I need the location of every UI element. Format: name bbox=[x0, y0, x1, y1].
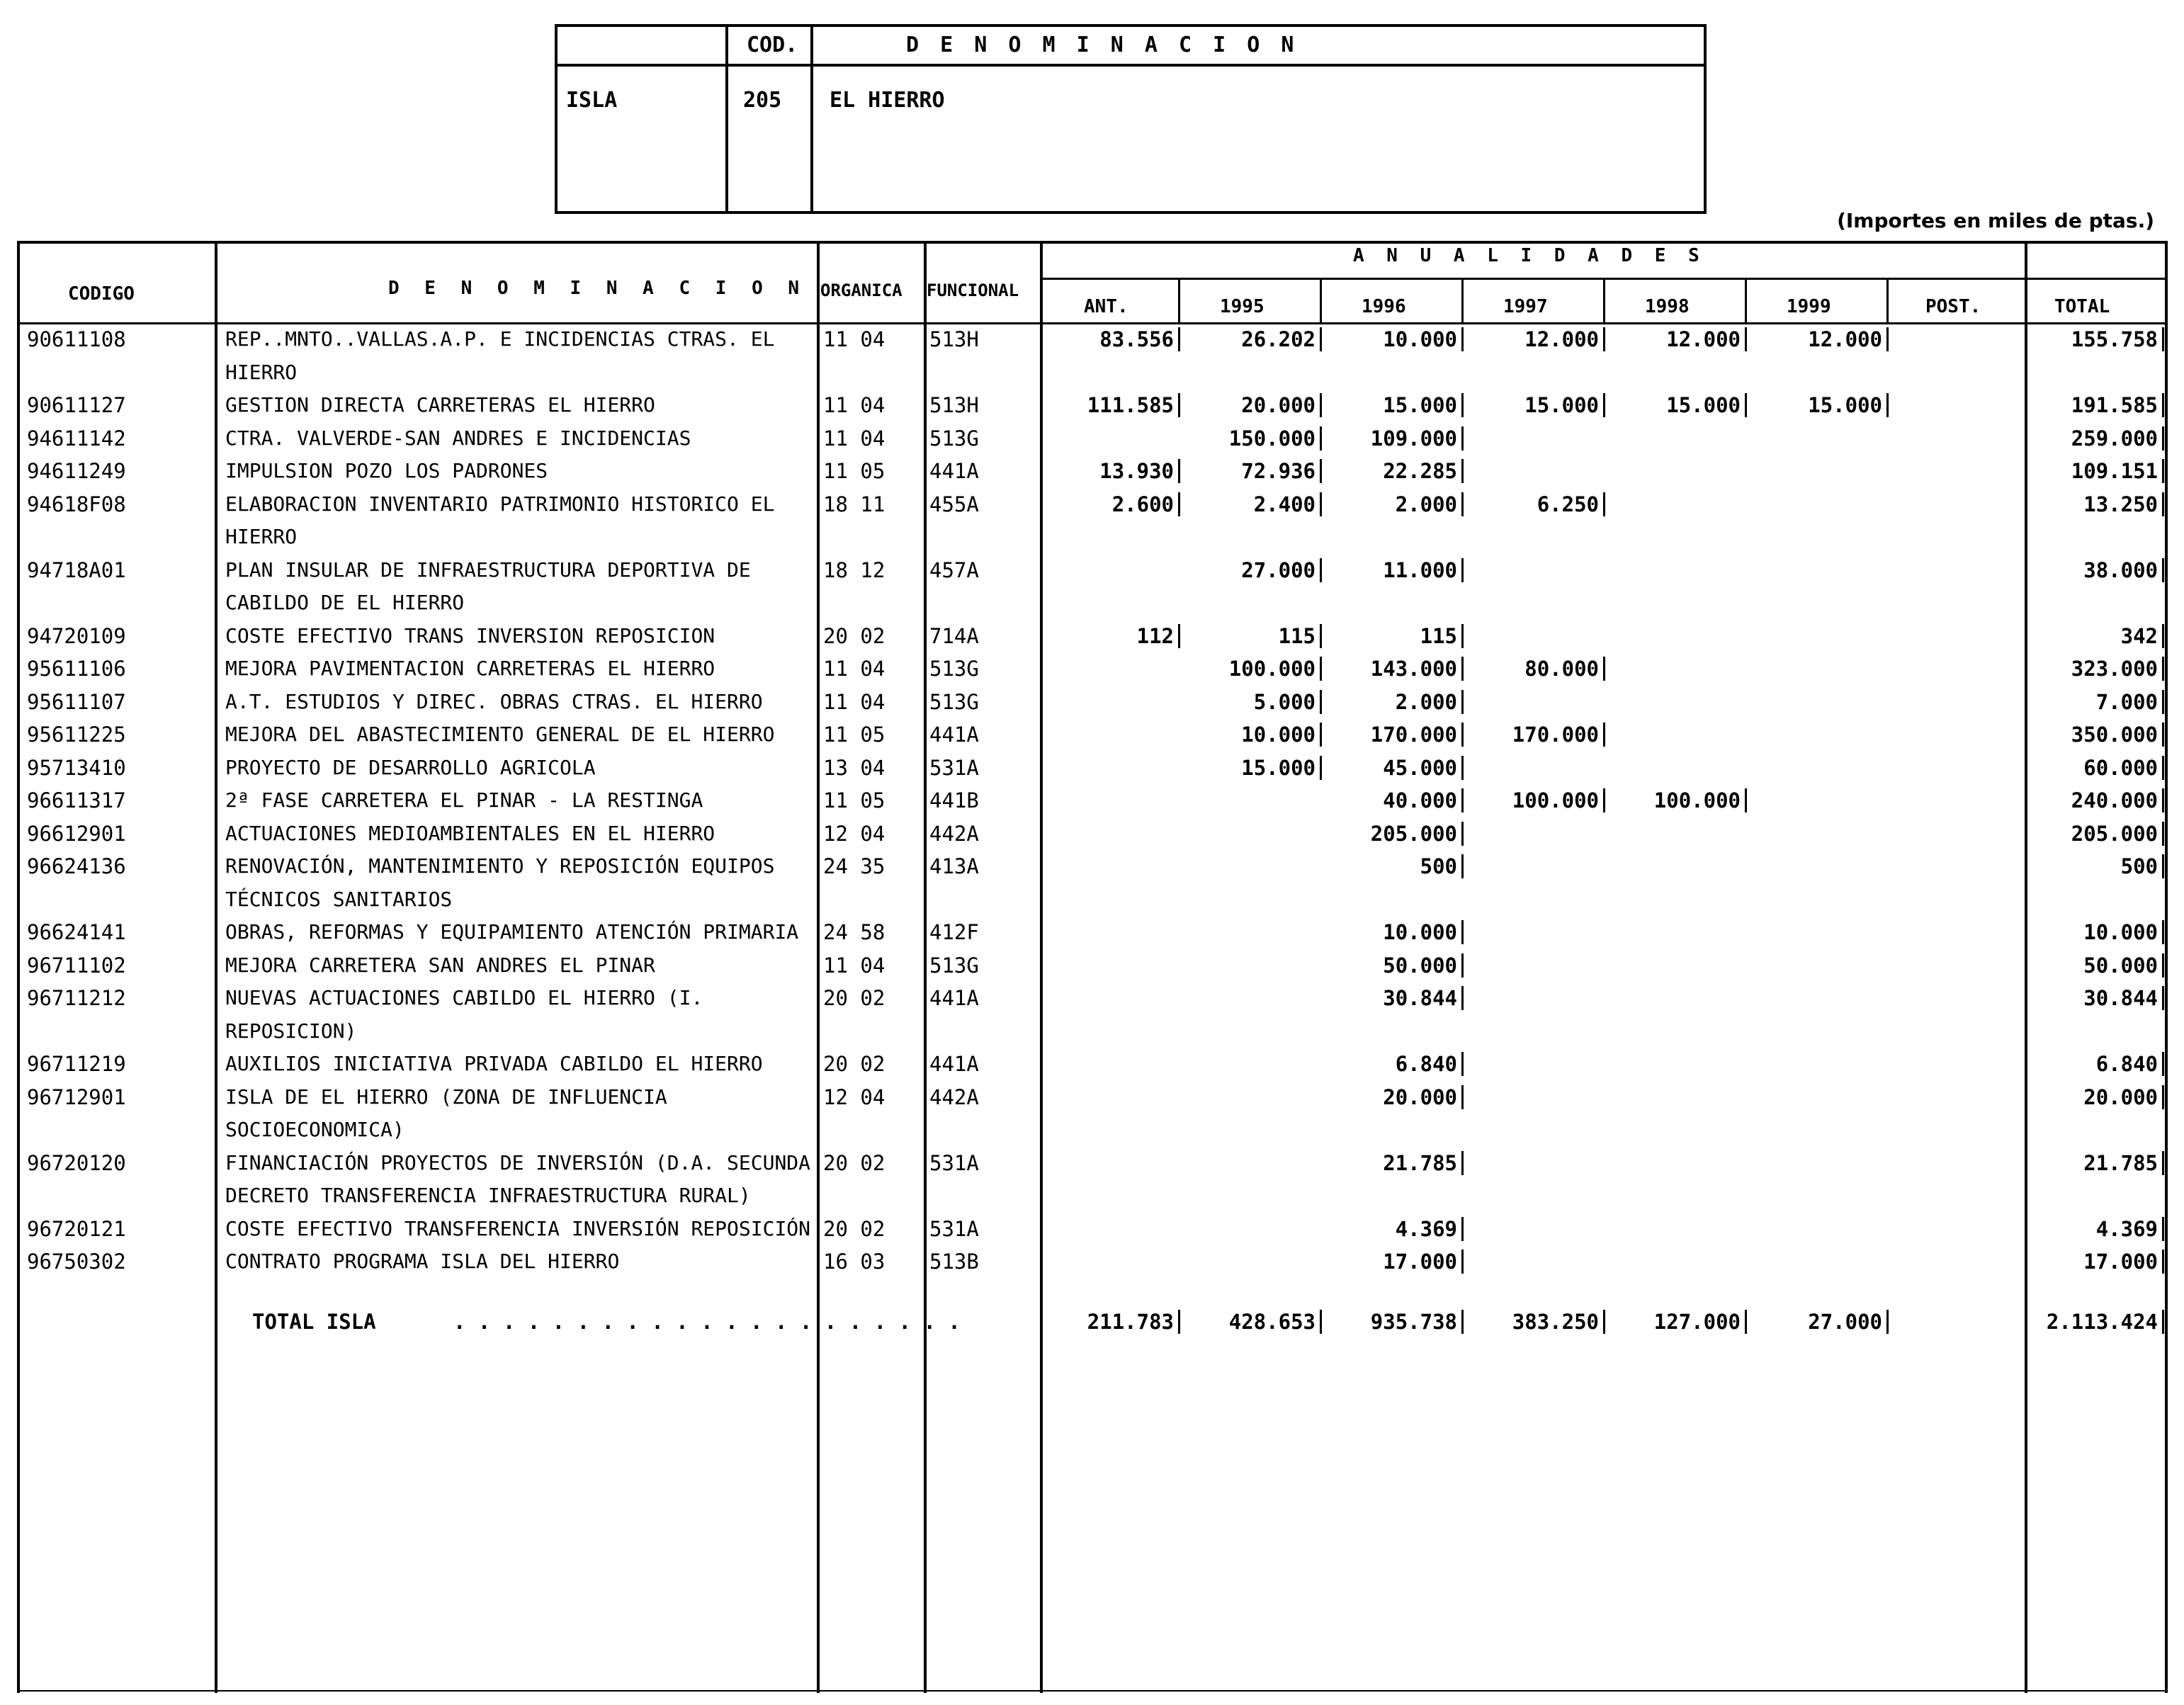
row-total-value: 6.840 bbox=[2095, 1052, 2158, 1076]
row-1997-value: 170.000 bbox=[1512, 723, 1599, 747]
row-1996-value: 2.000 bbox=[1395, 689, 1457, 714]
year-divider bbox=[1886, 278, 1889, 323]
row-1998-value: 100.000 bbox=[1653, 788, 1741, 812]
cell-tick-mark bbox=[1320, 624, 1322, 648]
row-1995-value: 27.000 bbox=[1241, 557, 1316, 582]
row-denominacion: MEJORA CARRETERA SAN ANDRES EL PINAR bbox=[225, 953, 655, 977]
row-funcional: 442A bbox=[929, 1084, 979, 1109]
row-codigo: 94611142 bbox=[27, 426, 126, 451]
row-organica: 12 04 bbox=[823, 821, 886, 846]
row-denominacion: HIERRO bbox=[225, 525, 298, 548]
row-total-value: 20.000 bbox=[2083, 1084, 2158, 1109]
cell-tick-mark bbox=[2162, 920, 2164, 944]
row-organica: 11 04 bbox=[823, 657, 886, 681]
row-organica: 11 05 bbox=[823, 723, 886, 747]
cell-tick-mark bbox=[1461, 426, 1464, 451]
row-total-value: 50.000 bbox=[2083, 953, 2158, 978]
cell-tick-mark bbox=[1320, 459, 1322, 483]
cell-tick-mark bbox=[1461, 690, 1464, 714]
row-1996-value: 30.844 bbox=[1383, 986, 1457, 1010]
column-line bbox=[215, 241, 217, 1693]
total-1995-value: 428.653 bbox=[1228, 1309, 1316, 1334]
col-header-1999: 1999 bbox=[1787, 296, 1831, 317]
column-line bbox=[1040, 241, 1043, 1693]
row-denominacion: CABILDO DE EL HIERRO bbox=[225, 591, 465, 614]
row-funcional: 531A bbox=[929, 1150, 979, 1175]
isla-label: ISLA bbox=[566, 88, 618, 113]
col-header-anualidades: A N U A L I D A D E S bbox=[1353, 245, 1705, 266]
row-denominacion: ACTUACIONES MEDIOAMBIENTALES EN EL HIERRO bbox=[225, 821, 715, 845]
col-header-ant: ANT. bbox=[1084, 296, 1128, 317]
row-codigo: 96612901 bbox=[27, 821, 126, 846]
row-1995-value: 150.000 bbox=[1228, 426, 1316, 451]
row-funcional: 513G bbox=[929, 426, 979, 451]
row-total-value: 323.000 bbox=[2071, 657, 2158, 681]
total-ant-value: 211.783 bbox=[1087, 1309, 1174, 1334]
row-total-value: 7.000 bbox=[2095, 689, 2158, 714]
row-funcional: 513G bbox=[929, 689, 979, 714]
row-denominacion: HIERRO bbox=[225, 360, 298, 384]
row-total-value: 350.000 bbox=[2071, 723, 2158, 747]
row-organica: 12 04 bbox=[823, 1084, 886, 1109]
row-1999-value: 15.000 bbox=[1808, 393, 1882, 417]
row-funcional: 441A bbox=[929, 723, 979, 747]
cell-tick-mark bbox=[2162, 986, 2164, 1010]
cell-tick-mark bbox=[1603, 492, 1605, 516]
island-header-box bbox=[555, 24, 1707, 214]
row-organica: 24 58 bbox=[823, 920, 886, 944]
cell-tick-mark bbox=[2162, 723, 2164, 747]
col-header-1997: 1997 bbox=[1503, 296, 1548, 317]
total-1998-value: 127.000 bbox=[1653, 1309, 1741, 1334]
isla-name: EL HIERRO bbox=[830, 88, 945, 113]
row-denominacion: RENOVACIÓN, MANTENIMIENTO Y REPOSICIÓN EQUIPOS bbox=[225, 854, 775, 878]
cell-tick-mark bbox=[2162, 1250, 2164, 1274]
col-header-codigo: CODIGO bbox=[68, 283, 135, 305]
row-1998-value: 12.000 bbox=[1666, 327, 1741, 351]
row-organica: 13 04 bbox=[823, 755, 886, 780]
row-funcional: 455A bbox=[929, 492, 979, 516]
header-denominacion-label: D E N O M I N A C I O N bbox=[906, 33, 1298, 57]
row-1996-value: 40.000 bbox=[1383, 788, 1457, 812]
row-funcional: 714A bbox=[929, 623, 979, 648]
row-codigo: 96711219 bbox=[27, 1052, 126, 1076]
row-organica: 11 05 bbox=[823, 788, 886, 812]
row-organica: 16 03 bbox=[823, 1250, 886, 1274]
row-1996-value: 10.000 bbox=[1383, 327, 1457, 351]
cell-tick-mark bbox=[2162, 1052, 2164, 1076]
cell-tick-mark bbox=[1320, 723, 1322, 747]
row-organica: 11 04 bbox=[823, 327, 886, 351]
row-ant-value: 83.556 bbox=[1099, 327, 1174, 351]
col-header-funcional: FUNCIONAL bbox=[927, 281, 1019, 300]
row-codigo: 94611249 bbox=[27, 459, 126, 483]
row-1996-value: 500 bbox=[1420, 854, 1457, 878]
row-1995-value: 72.936 bbox=[1241, 459, 1316, 483]
row-funcional: 442A bbox=[929, 821, 979, 846]
row-organica: 18 12 bbox=[823, 557, 886, 582]
cell-tick-mark bbox=[2162, 459, 2164, 483]
cell-tick-mark bbox=[1603, 657, 1605, 681]
year-divider bbox=[1603, 278, 1605, 323]
row-total-value: 21.785 bbox=[2083, 1150, 2158, 1175]
row-denominacion: FINANCIACIÓN PROYECTOS DE INVERSIÓN (D.A. SECUNDA bbox=[225, 1150, 811, 1174]
row-funcional: 513H bbox=[929, 327, 979, 351]
col-header-denominacion: D E N O M I N A C I O N bbox=[388, 278, 807, 299]
cell-tick-mark bbox=[1178, 327, 1180, 351]
row-total-value: 17.000 bbox=[2083, 1250, 2158, 1274]
total-1999-value: 27.000 bbox=[1808, 1309, 1882, 1334]
cell-tick-mark bbox=[2162, 657, 2164, 681]
cell-tick-mark bbox=[1320, 492, 1322, 516]
row-1996-value: 115 bbox=[1420, 623, 1457, 648]
cell-tick-mark bbox=[1178, 1310, 1180, 1334]
cell-tick-mark bbox=[1461, 756, 1464, 780]
row-organica: 20 02 bbox=[823, 986, 886, 1010]
row-denominacion: MEJORA PAVIMENTACION CARRETERAS EL HIERRO bbox=[225, 657, 715, 680]
col-header-organica: ORGANICA bbox=[820, 281, 903, 300]
cell-tick-mark bbox=[1603, 788, 1605, 812]
row-codigo: 96750302 bbox=[27, 1250, 126, 1274]
row-1995-value: 26.202 bbox=[1241, 327, 1316, 351]
column-line bbox=[2025, 241, 2027, 1693]
row-total-value: 38.000 bbox=[2083, 557, 2158, 582]
row-denominacion: REPOSICION) bbox=[225, 1019, 357, 1043]
row-denominacion: ELABORACION INVENTARIO PATRIMONIO HISTORICO EL bbox=[225, 492, 775, 516]
cell-tick-mark bbox=[1178, 624, 1180, 648]
row-total-value: 191.585 bbox=[2071, 393, 2158, 417]
row-denominacion: SOCIOECONOMICA) bbox=[225, 1118, 404, 1141]
cell-tick-mark bbox=[2162, 953, 2164, 978]
row-1996-value: 4.369 bbox=[1395, 1216, 1457, 1241]
row-codigo: 95611106 bbox=[27, 657, 126, 681]
row-denominacion: A.T. ESTUDIOS Y DIREC. OBRAS CTRAS. EL HIERRO bbox=[225, 689, 763, 713]
cell-tick-mark bbox=[2162, 854, 2164, 878]
cell-tick-mark bbox=[2162, 690, 2164, 714]
row-1997-value: 12.000 bbox=[1524, 327, 1599, 351]
cell-tick-mark bbox=[1886, 393, 1889, 417]
cell-tick-mark bbox=[1745, 788, 1747, 812]
row-funcional: 412F bbox=[929, 920, 979, 944]
row-total-value: 60.000 bbox=[2083, 755, 2158, 780]
col-header-post: POST. bbox=[1925, 296, 1981, 317]
cell-tick-mark bbox=[2162, 788, 2164, 812]
cell-tick-mark bbox=[1461, 327, 1464, 351]
row-1997-value: 6.250 bbox=[1537, 492, 1599, 516]
row-organica: 11 04 bbox=[823, 393, 886, 417]
cell-tick-mark bbox=[1461, 657, 1464, 681]
row-1996-value: 21.785 bbox=[1383, 1150, 1457, 1175]
year-divider bbox=[1745, 278, 1747, 323]
row-codigo: 96720120 bbox=[27, 1150, 126, 1175]
row-1996-value: 170.000 bbox=[1370, 723, 1457, 747]
row-denominacion: REP..MNTO..VALLAS.A.P. E INCIDENCIAS CTRAS. EL bbox=[225, 327, 775, 351]
cell-tick-mark bbox=[1886, 1310, 1889, 1334]
row-total-value: 205.000 bbox=[2071, 821, 2158, 846]
cell-tick-mark bbox=[1745, 327, 1747, 351]
row-1998-value: 15.000 bbox=[1666, 393, 1741, 417]
year-divider bbox=[1178, 278, 1180, 323]
row-organica: 18 11 bbox=[823, 492, 886, 516]
row-organica: 11 05 bbox=[823, 459, 886, 483]
year-divider bbox=[1461, 278, 1464, 323]
row-codigo: 94718A01 bbox=[27, 557, 126, 582]
cod-label: COD. bbox=[747, 33, 798, 57]
cell-tick-mark bbox=[1320, 558, 1322, 582]
row-total-value: 4.369 bbox=[2095, 1216, 2158, 1241]
row-denominacion: PROYECTO DE DESARROLLO AGRICOLA bbox=[225, 755, 596, 779]
cell-tick-mark bbox=[2162, 558, 2164, 582]
row-codigo: 96711102 bbox=[27, 953, 126, 978]
row-1996-value: 6.840 bbox=[1395, 1052, 1457, 1076]
row-1996-value: 45.000 bbox=[1383, 755, 1457, 780]
row-organica: 20 02 bbox=[823, 623, 886, 648]
row-organica: 11 04 bbox=[823, 953, 886, 978]
row-1996-value: 10.000 bbox=[1383, 920, 1457, 944]
cell-tick-mark bbox=[1461, 788, 1464, 812]
cell-tick-mark bbox=[1461, 1217, 1464, 1241]
cell-tick-mark bbox=[1178, 393, 1180, 417]
year-divider bbox=[1320, 278, 1322, 323]
cell-tick-mark bbox=[2162, 624, 2164, 648]
row-funcional: 513H bbox=[929, 393, 979, 417]
cell-tick-mark bbox=[1461, 1250, 1464, 1274]
total-leader-dots: . . . . . . . . . . . . . . . . . . . . . bbox=[453, 1309, 961, 1334]
row-denominacion: ISLA DE EL HIERRO (ZONA DE INFLUENCIA bbox=[225, 1084, 667, 1109]
row-1996-value: 205.000 bbox=[1370, 821, 1457, 846]
row-funcional: 457A bbox=[929, 557, 979, 582]
row-codigo: 95611225 bbox=[27, 723, 126, 747]
row-codigo: 96624141 bbox=[27, 920, 126, 944]
cell-tick-mark bbox=[1603, 327, 1605, 351]
row-ant-value: 111.585 bbox=[1087, 393, 1174, 417]
cell-tick-mark bbox=[1461, 1151, 1464, 1175]
row-funcional: 441A bbox=[929, 1052, 979, 1076]
cell-tick-mark bbox=[1603, 723, 1605, 747]
row-denominacion: OBRAS, REFORMAS Y EQUIPAMIENTO ATENCIÓN PRIMARIA bbox=[225, 920, 799, 944]
table-bottom-border bbox=[17, 1690, 2168, 1692]
row-total-value: 240.000 bbox=[2071, 788, 2158, 812]
row-ant-value: 13.930 bbox=[1099, 459, 1174, 483]
row-denominacion: CTRA. VALVERDE-SAN ANDRES E INCIDENCIAS bbox=[225, 426, 691, 450]
row-1996-value: 50.000 bbox=[1383, 953, 1457, 978]
cell-tick-mark bbox=[2162, 756, 2164, 780]
row-1996-value: 22.285 bbox=[1383, 459, 1457, 483]
cell-tick-mark bbox=[1461, 986, 1464, 1010]
cell-tick-mark bbox=[1461, 1052, 1464, 1076]
header-column-line bbox=[810, 27, 813, 211]
row-1995-value: 2.400 bbox=[1253, 492, 1316, 516]
cell-tick-mark bbox=[1461, 920, 1464, 944]
row-codigo: 90611108 bbox=[27, 327, 126, 351]
row-1996-value: 143.000 bbox=[1370, 657, 1457, 681]
row-1997-value: 15.000 bbox=[1524, 393, 1599, 417]
total-label: TOTAL ISLA bbox=[252, 1309, 376, 1334]
row-denominacion: MEJORA DEL ABASTECIMIENTO GENERAL DE EL HIERRO bbox=[225, 723, 775, 746]
cell-tick-mark bbox=[1320, 756, 1322, 780]
cell-tick-mark bbox=[1320, 327, 1322, 351]
cell-tick-mark bbox=[1178, 492, 1180, 516]
cell-tick-mark bbox=[1745, 393, 1747, 417]
col-header-1996: 1996 bbox=[1362, 296, 1406, 317]
row-funcional: 513G bbox=[929, 657, 979, 681]
cell-tick-mark bbox=[1461, 624, 1464, 648]
row-1995-value: 100.000 bbox=[1228, 657, 1316, 681]
row-denominacion: COSTE EFECTIVO TRANS INVERSION REPOSICION bbox=[225, 623, 715, 647]
units-note: (Importes en miles de ptas.) bbox=[1837, 209, 2154, 232]
row-funcional: 441A bbox=[929, 459, 979, 483]
cell-tick-mark bbox=[1320, 1310, 1322, 1334]
column-line bbox=[817, 241, 820, 1693]
column-line bbox=[924, 241, 927, 1693]
row-1997-value: 80.000 bbox=[1524, 657, 1599, 681]
row-1995-value: 20.000 bbox=[1241, 393, 1316, 417]
row-total-value: 259.000 bbox=[2071, 426, 2158, 451]
row-organica: 20 02 bbox=[823, 1052, 886, 1076]
row-codigo: 96712901 bbox=[27, 1084, 126, 1109]
col-header-1998: 1998 bbox=[1645, 296, 1690, 317]
row-denominacion: PLAN INSULAR DE INFRAESTRUCTURA DEPORTIVA DE bbox=[225, 557, 751, 582]
total-1996-value: 935.738 bbox=[1370, 1309, 1457, 1334]
row-codigo: 96720121 bbox=[27, 1216, 126, 1241]
row-1996-value: 109.000 bbox=[1370, 426, 1457, 451]
cell-tick-mark bbox=[1461, 822, 1464, 846]
row-organica: 11 04 bbox=[823, 426, 886, 451]
row-funcional: 531A bbox=[929, 1216, 979, 1241]
cell-tick-mark bbox=[1320, 393, 1322, 417]
cell-tick-mark bbox=[2162, 1151, 2164, 1175]
row-codigo: 94720109 bbox=[27, 623, 126, 648]
row-funcional: 531A bbox=[929, 755, 979, 780]
cell-tick-mark bbox=[1461, 1310, 1464, 1334]
row-organica: 11 04 bbox=[823, 689, 886, 714]
row-codigo: 96711212 bbox=[27, 986, 126, 1010]
row-1995-value: 115 bbox=[1278, 623, 1316, 648]
row-1996-value: 2.000 bbox=[1395, 492, 1457, 516]
row-denominacion: DECRETO TRANSFERENCIA INFRAESTRUCTURA RURAL) bbox=[225, 1184, 751, 1207]
col-header-1995: 1995 bbox=[1220, 296, 1264, 317]
row-1995-value: 10.000 bbox=[1241, 723, 1316, 747]
cell-tick-mark bbox=[1603, 1310, 1605, 1334]
total-total-value: 2.113.424 bbox=[2046, 1309, 2158, 1334]
row-denominacion: CONTRATO PROGRAMA ISLA DEL HIERRO bbox=[225, 1250, 620, 1273]
row-total-value: 109.151 bbox=[2071, 459, 2158, 483]
cell-tick-mark bbox=[2162, 822, 2164, 846]
cell-tick-mark bbox=[2162, 1310, 2164, 1334]
row-organica: 24 35 bbox=[823, 854, 886, 878]
row-1996-value: 11.000 bbox=[1383, 557, 1457, 582]
header-divider bbox=[558, 64, 1704, 67]
cell-tick-mark bbox=[1320, 426, 1322, 451]
row-denominacion: 2ª FASE CARRETERA EL PINAR - LA RESTINGA bbox=[225, 788, 703, 812]
row-denominacion: TÉCNICOS SANITARIOS bbox=[225, 887, 453, 911]
row-1995-value: 5.000 bbox=[1253, 689, 1316, 714]
row-codigo: 96611317 bbox=[27, 788, 126, 812]
row-ant-value: 2.600 bbox=[1111, 492, 1174, 516]
cell-tick-mark bbox=[2162, 327, 2164, 351]
row-funcional: 513G bbox=[929, 953, 979, 978]
row-codigo: 90611127 bbox=[27, 393, 126, 417]
row-total-value: 155.758 bbox=[2071, 327, 2158, 351]
col-header-total: TOTAL bbox=[2054, 296, 2110, 317]
cell-tick-mark bbox=[1745, 1310, 1747, 1334]
cell-tick-mark bbox=[2162, 1217, 2164, 1241]
cell-tick-mark bbox=[1461, 393, 1464, 417]
row-codigo: 95611107 bbox=[27, 689, 126, 714]
cell-tick-mark bbox=[1320, 657, 1322, 681]
row-ant-value: 112 bbox=[1136, 623, 1174, 648]
isla-code: 205 bbox=[743, 88, 782, 113]
cell-tick-mark bbox=[1461, 953, 1464, 978]
row-1995-value: 15.000 bbox=[1241, 755, 1316, 780]
cell-tick-mark bbox=[1461, 723, 1464, 747]
row-organica: 20 02 bbox=[823, 1150, 886, 1175]
row-total-value: 342 bbox=[2120, 623, 2158, 648]
row-denominacion: GESTION DIRECTA CARRETERAS EL HIERRO bbox=[225, 393, 655, 417]
cell-tick-mark bbox=[1461, 558, 1464, 582]
row-total-value: 500 bbox=[2120, 854, 2158, 878]
cell-tick-mark bbox=[1178, 459, 1180, 483]
row-codigo: 96624136 bbox=[27, 854, 126, 878]
row-denominacion: AUXILIOS INICIATIVA PRIVADA CABILDO EL HIERRO bbox=[225, 1052, 763, 1075]
row-funcional: 441B bbox=[929, 788, 979, 812]
cell-tick-mark bbox=[2162, 1085, 2164, 1109]
row-total-value: 30.844 bbox=[2083, 986, 2158, 1010]
row-codigo: 94618F08 bbox=[27, 492, 126, 516]
total-1997-value: 383.250 bbox=[1512, 1309, 1599, 1334]
cell-tick-mark bbox=[1461, 459, 1464, 483]
row-total-value: 13.250 bbox=[2083, 492, 2158, 516]
row-organica: 20 02 bbox=[823, 1216, 886, 1241]
row-funcional: 441A bbox=[929, 986, 979, 1010]
row-funcional: 413A bbox=[929, 854, 979, 878]
row-denominacion: IMPULSION POZO LOS PADRONES bbox=[225, 459, 548, 482]
row-total-value: 10.000 bbox=[2083, 920, 2158, 944]
cell-tick-mark bbox=[1320, 690, 1322, 714]
row-denominacion: COSTE EFECTIVO TRANSFERENCIA INVERSIÓN REPOSICIÓN bbox=[225, 1216, 811, 1240]
row-1996-value: 20.000 bbox=[1383, 1084, 1457, 1109]
row-1997-value: 100.000 bbox=[1512, 788, 1599, 812]
row-funcional: 513B bbox=[929, 1250, 979, 1274]
cell-tick-mark bbox=[2162, 426, 2164, 451]
cell-tick-mark bbox=[2162, 492, 2164, 516]
header-column-line bbox=[725, 27, 728, 211]
cell-tick-mark bbox=[1461, 1085, 1464, 1109]
cell-tick-mark bbox=[1886, 327, 1889, 351]
cell-tick-mark bbox=[1603, 393, 1605, 417]
row-1996-value: 17.000 bbox=[1383, 1250, 1457, 1274]
cell-tick-mark bbox=[2162, 393, 2164, 417]
row-1996-value: 15.000 bbox=[1383, 393, 1457, 417]
cell-tick-mark bbox=[1461, 492, 1464, 516]
row-codigo: 95713410 bbox=[27, 755, 126, 780]
row-1999-value: 12.000 bbox=[1808, 327, 1882, 351]
cell-tick-mark bbox=[1461, 854, 1464, 878]
row-denominacion: NUEVAS ACTUACIONES CABILDO EL HIERRO (I. bbox=[225, 986, 703, 1009]
